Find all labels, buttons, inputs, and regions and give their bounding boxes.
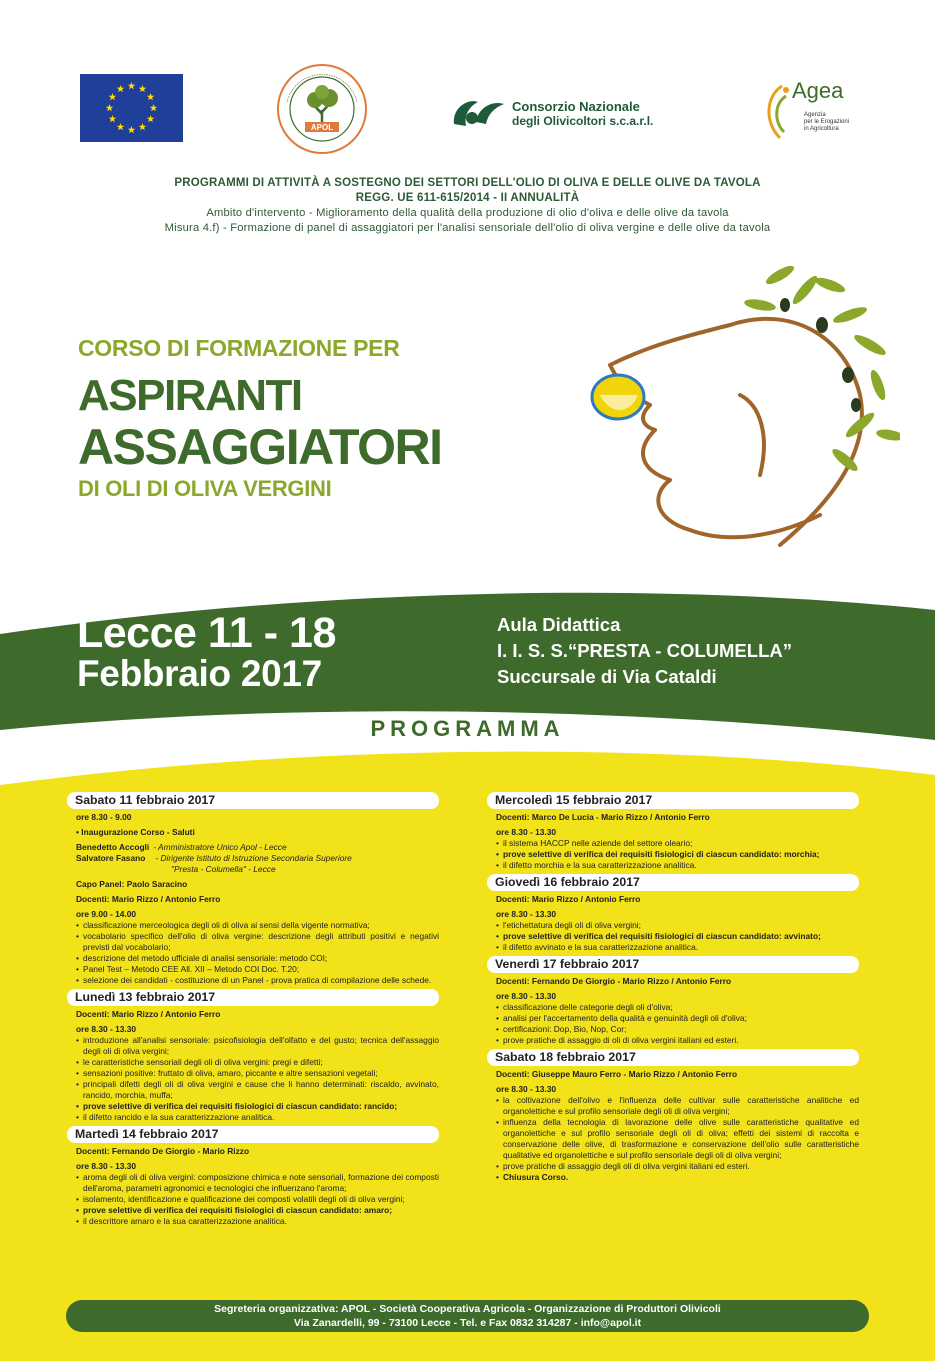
- topic-list: [496, 1095, 859, 1183]
- list-item: • classificazione merceologica degli oli di oliva ai sensi della vigente normativa;: [76, 920, 439, 931]
- venue-line1: Aula Didattica: [497, 614, 621, 635]
- topic-list: [76, 1172, 439, 1227]
- day-heading: Sabato 11 febbraio 2017: [67, 792, 439, 809]
- capo-panel: Capo Panel: Paolo Saracino: [76, 879, 188, 889]
- taster-olive-branch-illustration: [560, 245, 900, 575]
- eu-star-icon: [147, 115, 155, 122]
- apol-logo: [275, 62, 369, 156]
- course-label: CORSO DI FORMAZIONE PER: [78, 335, 400, 361]
- list-item: • Chiusura Corso.: [496, 1172, 859, 1183]
- title-line2: ASSAGGIATORI: [78, 419, 442, 475]
- venue-line2: I. I. S. S.“PRESTA - COLUMELLA”: [497, 640, 792, 661]
- day-heading: Giovedì 16 febbraio 2017: [487, 874, 859, 891]
- day-giovedi-16: [487, 874, 859, 953]
- event-dates: [77, 609, 336, 694]
- speaker-role-cont: "Presta - Columella" - Lecce: [171, 864, 276, 874]
- topic-list: [496, 920, 859, 953]
- list-item: • sensazioni positive: fruttato di oliva, amaro, piccante e altre sensazioni vegetali;: [76, 1068, 439, 1079]
- header-line4: Misura 4.f) - Formazione di panel di assaggiatori per l'analisi sensoriale dell'olio di oliva vergine e delle olive da tavola: [164, 222, 771, 234]
- eu-star-icon: [128, 126, 136, 133]
- topic-list: [76, 920, 439, 986]
- day-mercoledi-15: [487, 792, 859, 871]
- agea-sub-line2: per le Erogazioni: [804, 119, 850, 125]
- time-slot: ore 9.00 - 14.00: [76, 909, 137, 919]
- list-item: • influenza della tecnologia di lavorazione delle olive sulle caratteristiche qualitative ed organolettiche e sul profilo sensoriale degli oli di oliva; effetti dei sistemi di raccolta e conservazione delle olive, di trasformazione e conservazione dell'olio sulle caratteristiche qualitative ed organolettiche e sul profilo sensoriale degli oli di oliva vergini;: [496, 1117, 859, 1161]
- list-item: • l'etichettatura degli oli di oliva vergini;: [496, 920, 859, 931]
- topic-list: [496, 1002, 859, 1046]
- list-item: • certificazioni: Dop, Bio, Nop, Cor;: [496, 1024, 859, 1035]
- title-line1: ASPIRANTI: [78, 371, 302, 420]
- day-sabato-18: [487, 1049, 859, 1183]
- eu-star-icon: [139, 85, 147, 92]
- list-item: • il difetto morchia e la sua caratterizzazione analitica.: [496, 860, 859, 871]
- program-right-column: [487, 792, 859, 1186]
- list-item: • selezione dei candidati - costituzione di un Panel - prova pratica di compilazione delle schede.: [76, 975, 439, 986]
- list-item: • prove selettive di verifica dei requisiti fisiologici di ciascun candidato: morchia;: [496, 849, 859, 860]
- day-heading: Venerdì 17 febbraio 2017: [487, 956, 859, 973]
- list-item: • prove selettive di verifica dei requisiti fisiologici di ciascun candidato: rancido;: [76, 1101, 439, 1112]
- list-item: • descrizione del metodo ufficiale di analisi sensoriale: metodo COI;: [76, 953, 439, 964]
- header-line3: Ambito d'intervento - Miglioramento della qualità della produzione di olio d'oliva e delle olive da tavola: [206, 207, 729, 219]
- list-item: • introduzione all'analisi sensoriale: psicofisiologia dell'olfatto e del gusto; tecnica dell'assaggio degli oli di oliva vergini;: [76, 1035, 439, 1057]
- eu-star-icon: [117, 85, 125, 92]
- eu-star-icon: [106, 104, 114, 111]
- programma-heading: PROGRAMMA: [370, 716, 565, 741]
- list-item: • principali difetti degli oli di oliva vergini e cause che li hanno determinati: riscaldo, avvinato, rancido, morchia, muffa;: [76, 1079, 439, 1101]
- speaker-row: [76, 842, 439, 853]
- time-slot: ore 8.30 - 13.30: [76, 1024, 137, 1034]
- docenti-line: Docenti: Mario Rizzo / Antonio Ferro: [76, 1009, 221, 1019]
- speaker-role: - Amministratore Unico Apol - Lecce: [153, 842, 287, 852]
- svg-text:APOL: APOL: [310, 123, 334, 132]
- program-left-column: [67, 792, 439, 1230]
- list-item: • Panel Test – Metodo CEE All. XII – Metodo COI Doc. T.20;: [76, 964, 439, 975]
- list-item: • aroma degli oli di oliva vergini: composizione chimica e note sensoriali, formazione dei composti dell'aroma, parametri agronomici e tecnologici che influenzano l'aroma;: [76, 1172, 439, 1194]
- topic-list: [76, 1035, 439, 1123]
- docenti-line: Docenti: Marco De Lucia - Mario Rizzo / Antonio Ferro: [496, 812, 710, 822]
- agea-name: Agea: [792, 78, 844, 103]
- docenti-line: Docenti: Mario Rizzo / Antonio Ferro: [76, 894, 221, 904]
- list-item: • la coltivazione dell'olivo e l'influenza delle cultivar sulle caratteristiche analitiche ed organolettiche e sul profilo sensoriale degli oli di oliva vergini;: [496, 1095, 859, 1117]
- list-item: • classificazione delle categorie degli oli d'oliva;: [496, 1002, 859, 1013]
- eu-star-icon: [109, 93, 117, 100]
- time-slot: ore 8.30 - 13.30: [496, 827, 557, 837]
- list-item: • prove pratiche di assaggio di oli di oliva vergini italiani ed esteri.: [496, 1035, 859, 1046]
- day-venerdi-17: [487, 956, 859, 1046]
- day-heading: Martedì 14 febbraio 2017: [67, 1126, 439, 1143]
- list-item: • vocabolario specifico dell'olio di oliva vergine: descrizione degli attributi positivi e negativi previsti dal vocabolario;: [76, 931, 439, 953]
- header-line1: PROGRAMMI DI ATTIVITÀ A SOSTEGNO DEI SETTORI DELL'OLIO DI OLIVA E DELLE OLIVE DA TAVOLA: [174, 177, 761, 189]
- agea-sub-line3: in Agricoltura: [804, 126, 839, 132]
- venue-line3: Succursale di Via Cataldi: [497, 666, 717, 687]
- eu-star-icon: [117, 123, 125, 130]
- eu-star-icon: [128, 82, 136, 89]
- header-line2: REGG. UE 611-615/2014 - II ANNUALITÀ: [355, 192, 580, 204]
- speaker-name: Salvatore Fasano: [76, 853, 146, 863]
- list-item: • le caratteristiche sensoriali degli oli di oliva vergini: pregi e difetti;: [76, 1057, 439, 1068]
- docenti-line: Docenti: Giuseppe Mauro Ferro - Mario Rizzo / Antonio Ferro: [496, 1069, 738, 1079]
- month-year-line: Febbraio 2017: [77, 653, 322, 694]
- docenti-line: Docenti: Mario Rizzo / Antonio Ferro: [496, 894, 641, 904]
- list-item: • prove selettive di verifica dei requisiti fisiologici di ciascun candidato: avvinato;: [496, 931, 859, 942]
- organizer-footer: [66, 1300, 869, 1332]
- time-slot: ore 8.30 - 13.30: [76, 1161, 137, 1171]
- time-slot: ore 8.30 - 13.30: [496, 909, 557, 919]
- eu-star-icon: [139, 123, 147, 130]
- list-item: • il descrittore amaro e la sua caratterizzazione analitica.: [76, 1216, 439, 1227]
- speaker-role: - Dirigente Istituto di Istruzione Secondaria Superiore: [155, 853, 352, 863]
- city-dates-line: Lecce 11 - 18: [77, 609, 336, 657]
- time-slot: ore 8.30 - 9.00: [76, 812, 132, 822]
- title-subtitle: DI OLI DI OLIVA VERGINI: [78, 476, 332, 501]
- list-item: • analisi per l'accertamento della qualità e genuinità degli oli d'oliva;: [496, 1013, 859, 1024]
- list-item: • il difetto avvinato e la sua caratterizzazione analitica.: [496, 942, 859, 953]
- event-venue: [497, 612, 792, 690]
- program-header: [0, 176, 935, 236]
- topic-list: [496, 838, 859, 871]
- list-item: • il sistema HACCP nelle aziende del settore oleario;: [496, 838, 859, 849]
- footer-line2: Via Zanardelli, 99 - 73100 Lecce - Tel. e Fax 0832 314287 - info@apol.it: [293, 1317, 642, 1329]
- inauguration-line: • Inaugurazione Corso - Saluti: [76, 827, 195, 837]
- list-item: • prove selettive di verifica dei requisiti fisiologici di ciascun candidato: amaro;: [76, 1205, 439, 1216]
- day-martedi-14: [67, 1126, 439, 1227]
- eu-star-icon: [147, 93, 155, 100]
- day-heading: Lunedì 13 febbraio 2017: [67, 989, 439, 1006]
- time-slot: ore 8.30 - 13.30: [496, 991, 557, 1001]
- consorzio-name-line2: degli Olivicoltori s.c.a.r.l.: [512, 114, 654, 128]
- speaker-row: [76, 853, 439, 864]
- speaker-name: Benedetto Accogli: [76, 842, 150, 852]
- agea-logo: [762, 78, 862, 144]
- list-item: • isolamento, identificazione e qualificazione dei composti volatili degli oli di oliva vergini;: [76, 1194, 439, 1205]
- consorzio-name-line1: Consorzio Nazionale: [512, 99, 640, 114]
- footer-line1: Segreteria organizzativa: APOL - Società Cooperativa Agricola - Organizzazione di Produttori Olivicoli: [214, 1303, 721, 1315]
- list-item: • il difetto rancido e la sua caratterizzazione analitica.: [76, 1112, 439, 1123]
- eu-flag-logo: [80, 74, 183, 142]
- eu-star-icon: [109, 115, 117, 122]
- agea-sub-line1: Agenzia: [804, 112, 826, 118]
- course-title: [78, 334, 538, 504]
- time-slot: ore 8.30 - 13.30: [496, 1084, 557, 1094]
- day-sabato-11: [67, 792, 439, 986]
- day-lunedi-13: [67, 989, 439, 1123]
- docenti-line: Docenti: Fernando De Giorgio - Mario Rizzo: [76, 1146, 250, 1156]
- consorzio-nazionale-logo: [448, 88, 688, 134]
- list-item: • prove pratiche di assaggio degli oli di oliva vergini italiani ed esteri.: [496, 1161, 859, 1172]
- docenti-line: Docenti: Fernando De Giorgio - Mario Rizzo / Antonio Ferro: [496, 976, 732, 986]
- day-heading: Mercoledì 15 febbraio 2017: [487, 792, 859, 809]
- eu-star-icon: [150, 104, 158, 111]
- day-heading: Sabato 18 febbraio 2017: [487, 1049, 859, 1066]
